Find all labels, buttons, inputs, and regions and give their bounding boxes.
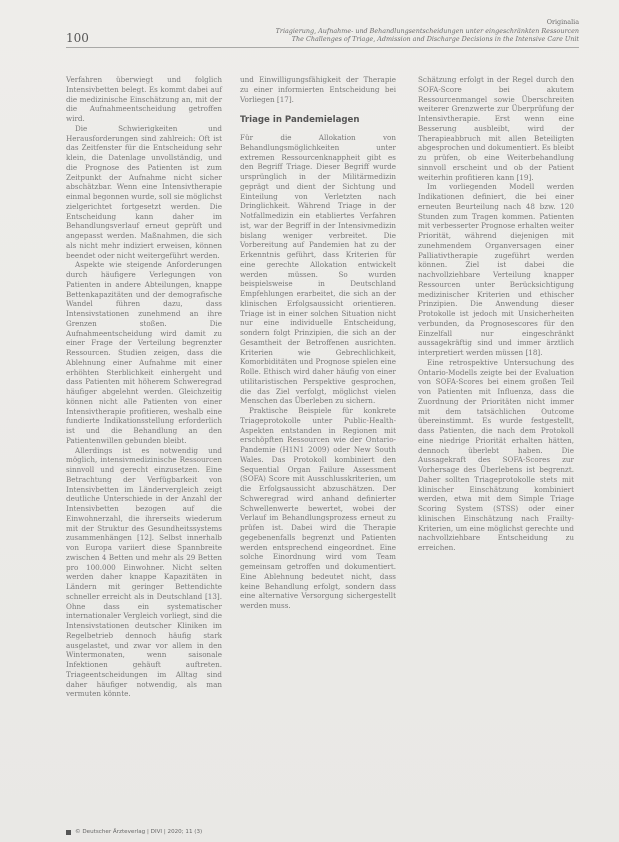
paragraph: Aspekte wie steigende Anforderungen durch häufigere Verlegungen von Patienten in andere Abteilungen, knappe Bettenkapazitäten und der demografische Wandel führen dazu, dass Intensivstationen zunehmend an ihre Grenzen stoßen. Die Aufnahmeentscheidung wird damit zu einer Frage der Verteilung begrenzter Ressourcen. Studien zeigen, dass die Ablehnung einer Aufnahme mit einer erhöhten Sterblichkeit einhergeht und dass Patienten mit höherem Schweregrad häufiger abgelehnt werden. Gleichzeitig können nicht alle Patienten von einer Intensivtherapie profitieren, weshalb eine fundierte Indikationsstellung erforderlich ist und die Behandlung an den Patientenwillen gebunden bleibt. bbox=[66, 260, 222, 445]
paragraph: Im vorliegenden Modell werden Indikationen definiert, die bei einer erneuten Beurteilung nach 48 bzw. 120 Stunden zum Tragen kommen. Patienten mit verbesserter Prognose erhalten weiter Priorität, während diejenigen mit zunehmendem Organversagen einer Palliativtherapie zugeführt werden können. Ziel ist dabei die nachvollziehbare Verteilung knapper Ressourcen unter Berücksichtigung medizinischer Kriterien und ethischer Prinzipien. Die Anwendung dieser Protokolle ist jedoch mit Unsicherheiten verbunden, da Prognosescores für den Einzelfall nur eingeschränkt aussagekräftig sind und immer ärztlich interpretiert werden müssen [18]. bbox=[418, 182, 574, 357]
text-column-middle bbox=[240, 75, 396, 611]
paragraph: Schätzung erfolgt in der Regel durch den SOFA-Score bei akutem Ressourcenmangel sowie Überschreiten weiterer Grenzwerte zur Überprüfung der Intensivtherapie. Erst wenn eine Besserung ausbleibt, wird der Therapieabbruch mit allen Beteiligten abgesprochen und dokumentiert. Es bleibt zu prüfen, ob eine Weiterbehandlung sinnvoll erscheint und ob der Patient weiterhin profitieren kann [19]. bbox=[418, 75, 574, 182]
page-number: 100 bbox=[66, 31, 89, 45]
paragraph: und Einwilligungsfähigkeit der Therapie zu einer informierten Entscheidung bei Vorliegen [17]. bbox=[240, 75, 396, 104]
paragraph: Die Schwierigkeiten und Herausforderungen sind zahlreich: Oft ist das Zeitfenster für die Entscheidung sehr klein, die Datenlage unvollständig, und die Prognose des Patienten ist zum Zeitpunkt der Aufnahme nicht sicher abschätzbar. Wenn eine Intensivtherapie einmal begonnen wurde, soll sie möglichst zielgerichtet fortgesetzt werden. Die Entscheidung kann daher im Behandlungsverlauf erneut geprüft und angepasst werden. Maßnahmen, die sich als nicht mehr indiziert erweisen, können beendet oder nicht weitergeführt werden. bbox=[66, 123, 222, 260]
paragraph: Eine retrospektive Untersuchung des Ontario-Modells zeigte bei der Evaluation von SOFA-Scores bei einem großen Teil von Patienten mit Influenza, dass die Zuordnung der Prioritäten nicht immer mit dem tatsächlichen Outcome übereinstimmt. Es wurde festgestellt, dass Patienten, die nach dem Protokoll eine niedrige Priorität erhalten hätten, dennoch überlebt haben. Die Aussagekraft des SOFA-Scores zur Vorhersage des Überlebens ist begrenzt. Daher sollten Triageprotokolle stets mit klinischer Einschätzung kombiniert werden, etwa mit dem Simple Triage Scoring System (STSS) oder einer klinischen Einschätzung nach Frailty-Kriterien, um eine möglichst gerechte und nachvollziehbare Entscheidung zu erreichen. bbox=[418, 357, 574, 552]
running-head-section: Originalia bbox=[546, 18, 579, 26]
paragraph: Praktische Beispiele für konkrete Triageprotokolle unter Public-Health-Aspekten entstanden in Regionen mit erschöpften Ressourcen wie der Ontario-Pandemie (H1N1 2009) oder New South Wales. Das Protokoll kombiniert den Sequential Organ Failure Assessment (SOFA) Score mit Ausschlusskriterien, um die Erfolgsaussicht abzuschätzen. Der Schweregrad wird anhand definierter Schwellenwerte bewertet, wobei der Verlauf im Behandlungsprozess erneut zu prüfen ist. Dabei wird die Therapie gegebenenfalls begrenzt und Patienten werden entsprechend eingeordnet. Eine solche Einordnung wird vom Team gemeinsam getroffen und dokumentiert. Eine Ablehnung bedeutet nicht, dass keine Behandlung erfolgt, sondern dass eine alternative Versorgung sichergestellt werden muss. bbox=[240, 406, 396, 610]
text-column-right bbox=[418, 75, 574, 553]
header-rule bbox=[66, 47, 579, 48]
footer bbox=[66, 829, 202, 835]
square-bullet-icon bbox=[66, 830, 71, 835]
running-head bbox=[139, 18, 579, 44]
running-head-title-de: Triagierung, Aufnahme- und Behandlungsentscheidungen unter eingeschränkten Ressourcen bbox=[275, 26, 579, 35]
text-column-left bbox=[66, 75, 222, 699]
footer-text: © Deutscher Ärzteverlag | DIVI | 2020; 11 (3) bbox=[75, 829, 203, 835]
paragraph: Verfahren überwiegt und folglich Intensivbetten belegt. Es kommt dabei auf die medizinische Einschätzung an, mit der die Aufnahmeentscheidung getroffen wird. bbox=[66, 75, 222, 123]
paragraph: Für die Allokation von Behandlungsmöglichkeiten unter extremen Ressourcenknappheit gibt es den Begriff Triage. Dieser Begriff wurde ursprünglich in der Militärmedizin geprägt und dient der Sichtung und Einteilung von Verletzten nach Dringlichkeit. Während Triage in der Notfallmedizin ein etabliertes Verfahren ist, war der Begriff in der Intensivmedizin bislang weniger verbreitet. Die Vorbereitung auf Pandemien hat zu der Erkenntnis geführt, dass Kriterien für eine gerechte Allokation entwickelt werden müssen. So wurden beispielsweise in Deutschland Empfehlungen erarbeitet, die sich an der klinischen Erfolgsaussicht orientieren. Triage ist in einer solchen Situation nicht nur eine individuelle Entscheidung, sondern folgt Prinzipien, die sich an der Gesamtheit der Betroffenen ausrichten. Kriterien wie Gebrechlichkeit, Komorbiditäten und Prognose spielen eine Rolle. Ethisch wird daher häufig von einer utilitaristischen Perspektive gesprochen, die das Ziel verfolgt, möglichst vielen Menschen das Überleben zu sichern. bbox=[240, 133, 396, 406]
section-heading: Triage in Pandemielagen bbox=[240, 115, 360, 126]
running-head-title-en: The Challenges of Triage, Admission and Discharge Decisions in the Intensive Care Unit bbox=[291, 35, 579, 44]
paragraph: Allerdings ist es notwendig und möglich, intensivmedizinische Ressourcen sinnvoll und gerecht einzusetzen. Eine Betrachtung der Verfügbarkeit von Intensivbetten im Ländervergleich zeigt deutliche Unterschiede in der Anzahl der Intensivbetten bezogen auf die Einwohnerzahl, die ihrerseits wiederum mit der Struktur des Gesundheitssystems zusammenhängen [12]. Selbst innerhalb von Europa variiert diese Spannbreite zwischen 4 Betten und mehr als 29 Betten pro 100.000 Einwohner. Nicht selten werden daher knappe Kapazitäten in Ländern mit geringer Bettendichte schneller erreicht als in Deutschland [13]. Ohne dass ein systematischer internationaler Vergleich vorliegt, sind die Intensivstationen deutscher Kliniken im Regelbetrieb dennoch häufig stark ausgelastet, und zwar vor allem in den Wintermonaten, wenn saisonale Infektionen gehäuft auftreten. Triageentscheidungen im Alltag sind daher häufiger notwendig, als man vermuten könnte. bbox=[66, 445, 222, 699]
